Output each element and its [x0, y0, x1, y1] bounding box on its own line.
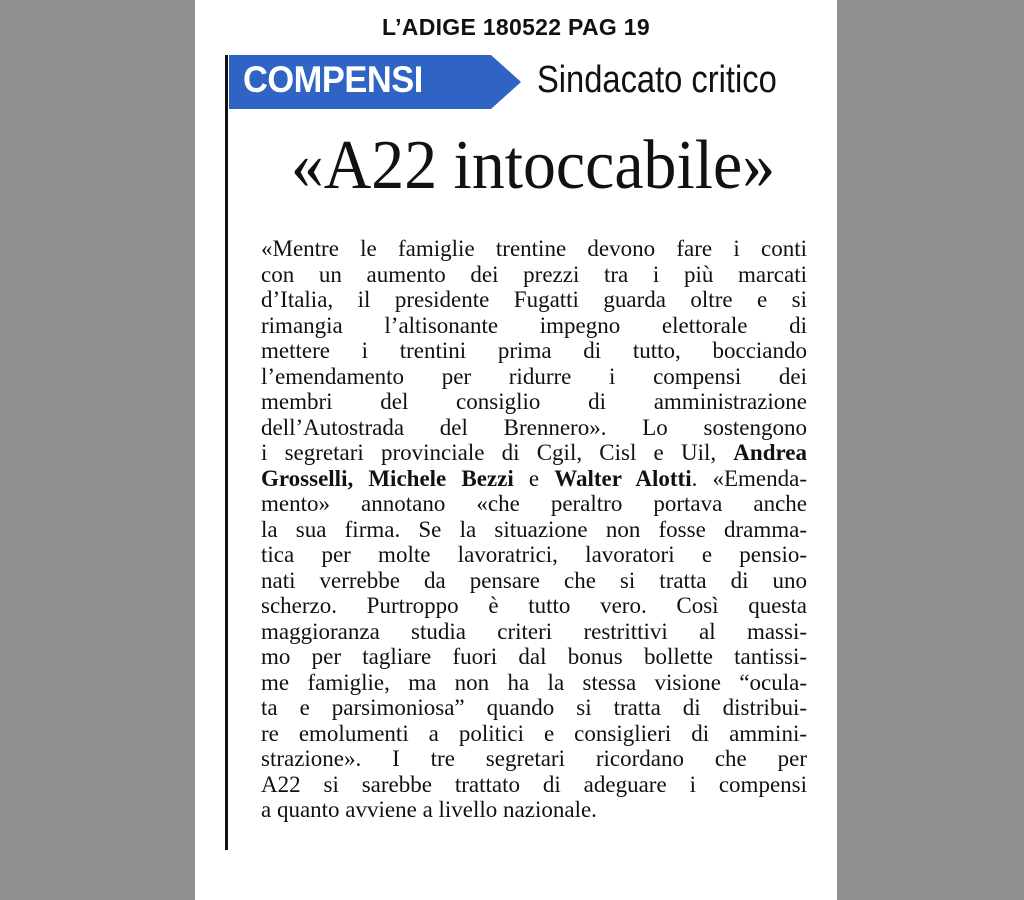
- body-line: d’Italia, il presidente Fugatti guarda oltre e si: [261, 287, 807, 312]
- person-name: Grosselli, Michele Bezzi: [261, 465, 514, 491]
- body-line: rimangia l’altisonante impegno elettorale di: [261, 312, 807, 338]
- body-text: «Emenda-: [712, 465, 807, 491]
- headline: «A22 intoccabile»: [290, 127, 776, 204]
- body-line: a quanto avviene a livello nazionale.: [261, 797, 597, 822]
- body-line: mettere i trentini prima di tutto, bocciando: [261, 338, 807, 363]
- section-kicker: [229, 55, 525, 109]
- body-line: mo per tagliare fuori dal bonus bollette tantissi-: [261, 644, 807, 669]
- body-line: A22 si sarebbe trattato di adeguare i compensi: [261, 771, 807, 797]
- body-line: maggioranza studia criteri restrittivi al massi-: [261, 618, 807, 644]
- body-line: la sua firma. Se la situazione non fosse dramma-: [261, 516, 807, 542]
- body-text: .: [691, 465, 713, 491]
- body-text: e: [513, 465, 555, 491]
- body-line: con un aumento dei prezzi tra i più marcati: [261, 261, 807, 287]
- body-line: «Mentre le famiglie trentine devono fare i conti: [261, 236, 807, 261]
- body-line: re emolumenti a politici e consiglieri di ammini-: [261, 720, 807, 746]
- subkicker: Sindacato critico: [537, 59, 777, 101]
- vertical-rule: [225, 55, 228, 850]
- body-line: membri del consiglio di amministrazione: [261, 389, 807, 414]
- body-line: [261, 466, 807, 492]
- body-text: i segretari provinciale di Cgil, Cisl e Uil,: [261, 440, 734, 465]
- body-line: me famiglie, ma non ha la stessa visione “ocula-: [261, 669, 807, 695]
- body-line: mento» annotano «che peraltro portava anche: [261, 491, 807, 516]
- newspaper-page: [195, 0, 837, 900]
- body-line: l’emendamento per ridurre i compensi dei: [261, 363, 807, 389]
- body-line: dell’Autostrada del Brennero». Lo sostengono: [261, 414, 807, 440]
- body-line: [261, 440, 807, 466]
- body-line: tica per molte lavoratrici, lavoratori e pensio-: [261, 542, 807, 567]
- person-name: Walter Alotti: [554, 465, 692, 491]
- body-line: nati verrebbe da pensare che si tratta di uno: [261, 567, 807, 593]
- body-line: ta e parsimoniosa” quando si tratta di distribui-: [261, 695, 807, 720]
- source-label: L’ADIGE 180522 PAG 19: [382, 14, 650, 40]
- person-name: Andrea: [733, 440, 807, 465]
- article-body: [261, 236, 807, 823]
- body-line: scherzo. Purtroppo è tutto vero. Così questa: [261, 593, 807, 618]
- body-line: strazione». I tre segretari ricordano che per: [261, 746, 807, 771]
- kicker-label: COMPENSI: [243, 59, 423, 100]
